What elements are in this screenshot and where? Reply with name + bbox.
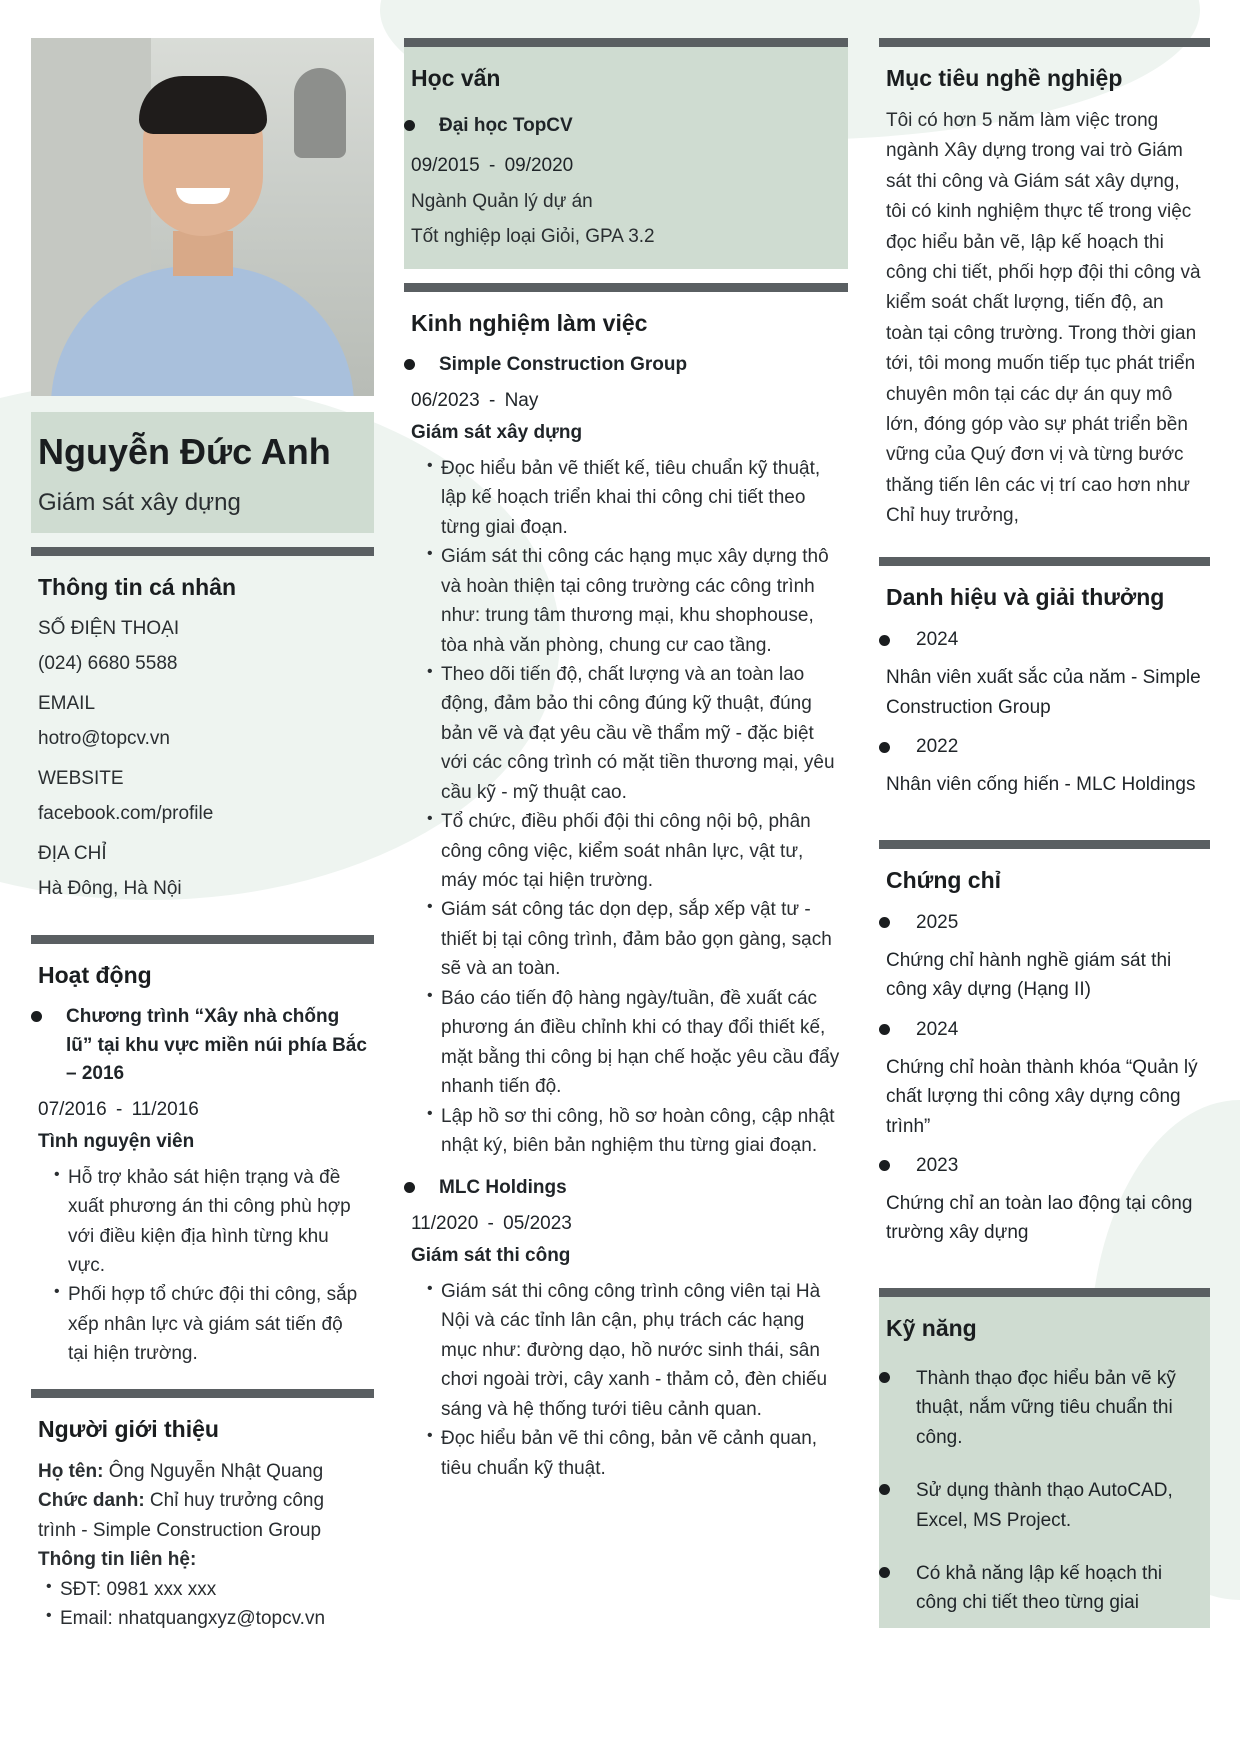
activity-dates: 07/2016 - 11/2016 — [38, 1098, 199, 1120]
company-name: MLC Holdings — [439, 1177, 567, 1199]
list-item: • Giám sát công tác dọn dẹp, sắp xếp vật tư - thiết bị tại công trình, đảm bảo gọn gàng, sạch sẽ và an toàn. — [427, 895, 841, 983]
activity-role: Tình nguyện viên — [38, 1130, 195, 1152]
section-title: Kỹ năng — [886, 1314, 977, 1341]
list-item: • Email: nhatquangxyz@topcv.vn — [46, 1604, 367, 1633]
reference-name: Họ tên: Ông Nguyễn Nhật Quang — [38, 1460, 324, 1482]
education-item — [404, 112, 841, 141]
skill-item: Thành thạo đọc hiểu bản vẽ kỹ thuật, nắm vững tiêu chuẩn thi công. — [879, 1364, 1203, 1452]
award-year: 2024 — [879, 629, 1203, 651]
award-year: 2022 — [879, 736, 1203, 758]
skill-item: Sử dụng thành thạo AutoCAD, Excel, MS Project. — [879, 1476, 1203, 1535]
certificate-text: Chứng chỉ hành nghề giám sát thi công xây dựng (Hạng II) — [886, 949, 1172, 1001]
address-value: Hà Đông, Hà Nội — [38, 877, 182, 899]
personal-info-section — [31, 547, 374, 915]
phone-value: (024) 6680 5588 — [38, 652, 178, 674]
middle-column — [404, 38, 848, 1495]
bullet-icon — [879, 1024, 890, 1035]
list-item: • Hỗ trợ khảo sát hiện trạng và đề xuất phương án thi công phù hợp với điều kiện địa hình từng khu vực. — [54, 1163, 367, 1281]
profile-photo — [31, 38, 374, 396]
job-points — [427, 1277, 841, 1483]
list-item: • Theo dõi tiến độ, chất lượng và an toàn lao động, đảm bảo thi công đúng kỹ thuật, đúng bản vẽ và đạt yêu cầu về thẩm mỹ - đặc biệt với các công trình có mặt tiền thương mại, yêu cầu kỹ - mỹ thuật cao. — [427, 660, 841, 807]
certificate-text: Chứng chỉ hoàn thành khóa “Quản lý chất lượng thi công xây dựng công trình” — [886, 1056, 1198, 1137]
activities-section — [31, 935, 374, 1381]
job-role: Giám sát xây dựng — [411, 421, 583, 443]
left-column — [31, 38, 374, 1645]
list-item: • Báo cáo tiến độ hàng ngày/tuần, đề xuất các phương án điều chỉnh khi có thay đổi thiết kế, mặt bằng thi công bị hạn chế hoặc yêu cầu đẩy nhanh tiến độ. — [427, 984, 841, 1102]
certificate-year: 2023 — [879, 1155, 1203, 1177]
bullet-icon — [404, 359, 415, 370]
job-dates: 06/2023 - Nay — [411, 389, 539, 411]
certificate-text: Chứng chỉ an toàn lao động tại công trường xây dựng — [886, 1192, 1193, 1244]
list-item: • Giám sát thi công công trình công viên tại Hà Nội và các tỉnh lân cận, phụ trách các hạng mục như: đường dạo, hồ nước sinh thái, sân chơi ngoài trời, cây xanh - thảm cỏ, đèn chiếu sáng và hệ thống tưới tiêu cảnh quan. — [427, 1277, 841, 1424]
address-label: ĐỊA CHỈ — [38, 843, 107, 865]
right-column — [879, 38, 1210, 1628]
company-name: Simple Construction Group — [439, 354, 688, 376]
section-title: Người giới thiệu — [38, 1415, 219, 1442]
candidate-name: Nguyễn Đức Anh — [38, 431, 331, 472]
section-title: Mục tiêu nghề nghiệp — [886, 65, 1123, 91]
list-item: • SĐT: 0981 xxx xxx — [46, 1575, 367, 1604]
award-text: Nhân viên xuất sắc của năm - Simple Construction Group — [886, 667, 1201, 718]
job-role: Giám sát thi công — [411, 1244, 571, 1266]
section-title: Học vấn — [411, 65, 501, 91]
list-item: • Đọc hiểu bản vẽ thi công, bản vẽ cảnh quan, tiêu chuẩn kỹ thuật. — [427, 1424, 841, 1483]
references-section — [31, 1389, 374, 1646]
bullet-icon — [879, 917, 890, 928]
section-title: Chứng chỉ — [886, 866, 1002, 893]
job-points — [427, 454, 841, 1161]
objective-section — [879, 38, 1210, 543]
email-value[interactable]: hotro@topcv.vn — [38, 727, 170, 749]
skill-item: Có khả năng lập kế hoạch thi công chi tiết theo từng giai — [879, 1559, 1203, 1618]
section-title: Danh hiệu và giải thưởng — [886, 584, 1165, 611]
list-item: • Phối hợp tổ chức đội thi công, sắp xếp nhân lực và giám sát tiến độ tại hiện trường. — [54, 1280, 367, 1368]
award-text: Nhân viên cống hiến - MLC Holdings — [886, 774, 1196, 796]
education-section — [404, 38, 848, 269]
section-title: Hoạt động — [38, 962, 152, 989]
certificates-section — [879, 840, 1210, 1274]
bullet-icon — [879, 1567, 890, 1578]
bullet-icon — [404, 1182, 415, 1193]
experience-section — [404, 283, 848, 1495]
certificate-year: 2025 — [879, 912, 1203, 934]
job-item — [404, 351, 841, 380]
bullet-icon — [404, 120, 415, 131]
activity-item — [31, 1003, 367, 1089]
section-title: Thông tin cá nhân — [38, 574, 237, 601]
reference-contacts — [46, 1575, 367, 1634]
school-name: Đại học TopCV — [439, 115, 573, 136]
awards-section — [879, 557, 1210, 825]
candidate-title: Giám sát xây dựng — [38, 489, 241, 517]
activity-points — [54, 1163, 367, 1369]
name-block — [31, 412, 374, 533]
list-item: • Giám sát thi công các hạng mục xây dựng thô và hoàn thiện tại công trường các công trình như: trung tâm thương mại, khu shophouse, tòa nhà văn phòng, chung cư cao tầng. — [427, 542, 841, 660]
bullet-icon — [879, 1160, 890, 1171]
education-dates: 09/2015 - 09/2020 — [411, 154, 574, 176]
website-label: WEBSITE — [38, 768, 124, 790]
activity-name: Chương trình “Xây nhà chống lũ” tại khu vực miền núi phía Bắc – 2016 — [66, 1006, 367, 1085]
reference-position: Chức danh: Chỉ huy trưởng công trình - Simple Construction Group — [38, 1490, 325, 1541]
job-item — [404, 1174, 841, 1203]
email-label: EMAIL — [38, 693, 96, 715]
section-title: Kinh nghiệm làm việc — [411, 310, 648, 337]
list-item: • Đọc hiểu bản vẽ thiết kế, tiêu chuẩn kỹ thuật, lập kế hoạch triển khai thi công chi tiết theo từng giai đoạn. — [427, 454, 841, 542]
website-value[interactable]: facebook.com/profile — [38, 802, 214, 824]
bullet-icon — [879, 742, 890, 753]
education-major: Ngành Quản lý dự án — [411, 190, 593, 212]
bullet-icon — [879, 635, 890, 646]
skills-section — [879, 1288, 1210, 1628]
list-item: • Lập hồ sơ thi công, hồ sơ hoàn công, cập nhật nhật ký, biên bản nghiệm thu từng giai đoạn. — [427, 1102, 841, 1161]
objective-text: Tôi có hơn 5 năm làm việc trong ngành Xây dựng trong vai trò Giám sát thi công và Giám sát xây dựng, tôi có kinh nghiệm thực tế trong việc đọc hiểu bản vẽ, lập kế hoạch thi công chi tiết, phối hợp đội thi công và kiểm soát chất lượng, tiến độ, an toàn tại công trường. Trong thời gian tới, tôi mong muốn tiếp tục phát triển chuyên môn tại các dự án quy mô lớn, đóng góp vào sự phát triển bền vững của Quý đơn vị và từng bước thăng tiến lên các vị trí cao hơn như Chỉ huy trưởng, — [886, 110, 1201, 527]
reference-contact-label: Thông tin liên hệ: — [38, 1549, 197, 1571]
bullet-icon — [879, 1372, 890, 1383]
certificate-year: 2024 — [879, 1019, 1203, 1041]
phone-label: SỐ ĐIỆN THOẠI — [38, 618, 180, 640]
bullet-icon — [31, 1011, 42, 1022]
list-item: • Tổ chức, điều phối đội thi công nội bộ, phân công công việc, kiểm soát nhân lực, vật tư, máy móc tại hiện trường. — [427, 807, 841, 895]
job-dates: 11/2020 - 05/2023 — [411, 1212, 572, 1234]
education-result: Tốt nghiệp loại Giỏi, GPA 3.2 — [411, 225, 655, 247]
bullet-icon — [879, 1484, 890, 1495]
